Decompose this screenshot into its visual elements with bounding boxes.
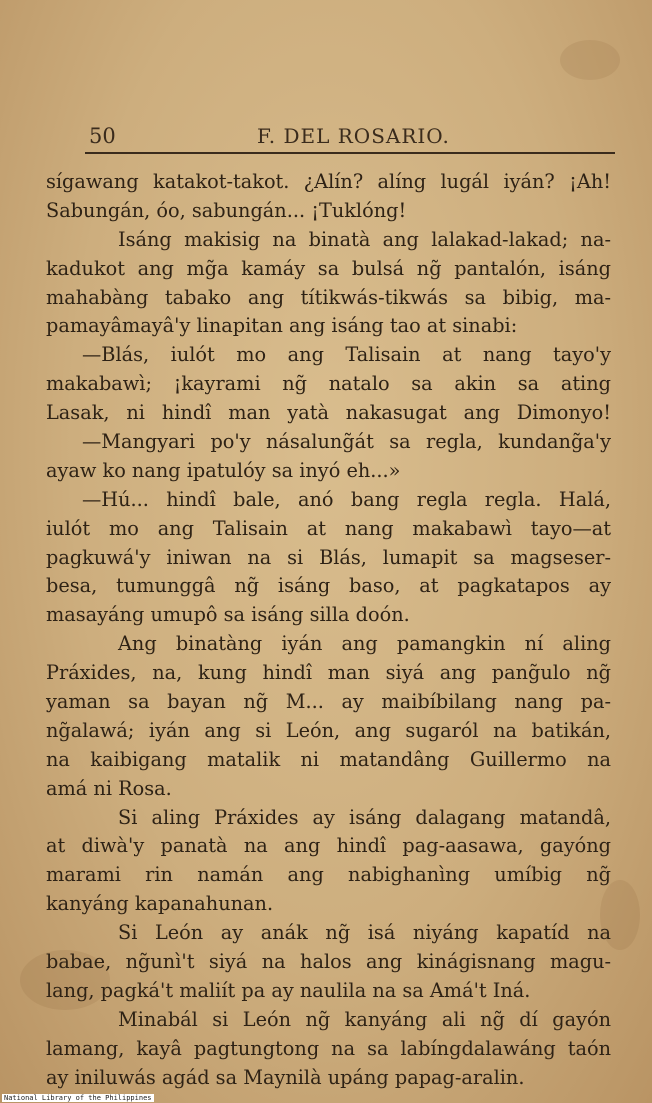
text-line: makabawì; ¡kayrami ng̃ natalo sa akin sa ating <box>46 372 611 396</box>
text-line: ay iniluwás agád sa Maynilà upáng papag-aralin. <box>46 1065 525 1089</box>
text-line: Minabál si León ng̃ kanyáng ali ng̃ dí gayón <box>118 1007 611 1031</box>
footer-credit: National Library of the Philippines <box>4 1094 152 1102</box>
text-line: Lasak, ni hindî man yatà nakasugat ang Dimonyo! <box>46 401 611 425</box>
body-text <box>46 168 611 1093</box>
text-line: sígawang katakot-takot. ¿Alín? alíng lugál iyán? ¡Ah! <box>46 170 611 193</box>
text-line: lang, pagká't maliít pa ay naulila na sa Amá't Iná. <box>46 978 531 1002</box>
text-line: ng̃alawá; iyán ang si León, ang sugaról na batikán, <box>46 718 611 742</box>
paper-stain <box>560 40 620 80</box>
text-line: amá ni Rosa. <box>46 776 172 800</box>
text-line: ayaw ko nang ipatulóy sa inyó eh...» <box>46 458 401 482</box>
text-line: Sabungán, óo, sabungán... ¡Tuklóng! <box>46 198 407 222</box>
text-line: Si aling Práxides ay isáng dalagang matandâ, <box>118 805 611 829</box>
running-head: F. DEL ROSARIO. <box>257 124 450 148</box>
text-line: marami rin namán ang nabighanìng umíbig ng̃ <box>46 863 611 887</box>
text-line: babae, ng̃unì't siyá na halos ang kinágisnang magu- <box>46 950 611 974</box>
page-number: 50 <box>89 124 116 148</box>
text-line: —Blás, iulót mo ang Talisain at nang tayo'y <box>82 343 611 367</box>
text-line: Si León ay anák ng̃ isá niyáng kapatíd na <box>118 921 611 945</box>
text-line: at diwà'y panatà na ang hindî pag-aasawa, gayóng <box>46 834 611 858</box>
text-line: pagkuwá'y iniwan na si Blás, lumapit sa magseser- <box>46 545 611 569</box>
text-line: kanyáng kapanahunan. <box>46 892 274 916</box>
text-line: besa, tumunggâ ng̃ isáng baso, at pagkatapos ay <box>46 574 611 598</box>
header-rule <box>85 152 615 154</box>
text-line: —Mangyari po'y násalung̃át sa regla, kundang̃a'y <box>82 430 611 454</box>
text-line: Isáng makisig na binatà ang lalakad-lakad; na- <box>118 227 611 251</box>
text-line: Ang binatàng iyán ang pamangkin ní aling <box>118 632 611 656</box>
text-line: kadukot ang mg̃a kamáy sa bulsá ng̃ pantalón, isáng <box>46 256 611 280</box>
text-line: yaman sa bayan ng̃ M... ay maibíbilang nang pa- <box>46 690 611 714</box>
text-line: —Hú... hindî bale, anó bang regla regla. Halá, <box>82 487 611 511</box>
text-line: mahabàng tabako ang títikwás-tikwás sa bibig, ma- <box>46 285 611 309</box>
text-line: pamayâmayâ'y linapitan ang isáng tao at sinabi: <box>46 314 518 338</box>
text-line: lamang, kayâ pagtungtong na sa labíngdalawáng taón <box>46 1036 611 1060</box>
text-line: iulót mo ang Talisain at nang makabawì tayo—at <box>46 516 611 540</box>
text-line: masayáng umupô sa isáng silla doón. <box>46 603 410 627</box>
text-line: na kaibigang matalik ni matandâng Guillermo na <box>46 747 611 771</box>
page-header <box>85 122 615 152</box>
text-line: Práxides, na, kung hindî man siyá ang pang̃ulo ng̃ <box>46 661 611 685</box>
